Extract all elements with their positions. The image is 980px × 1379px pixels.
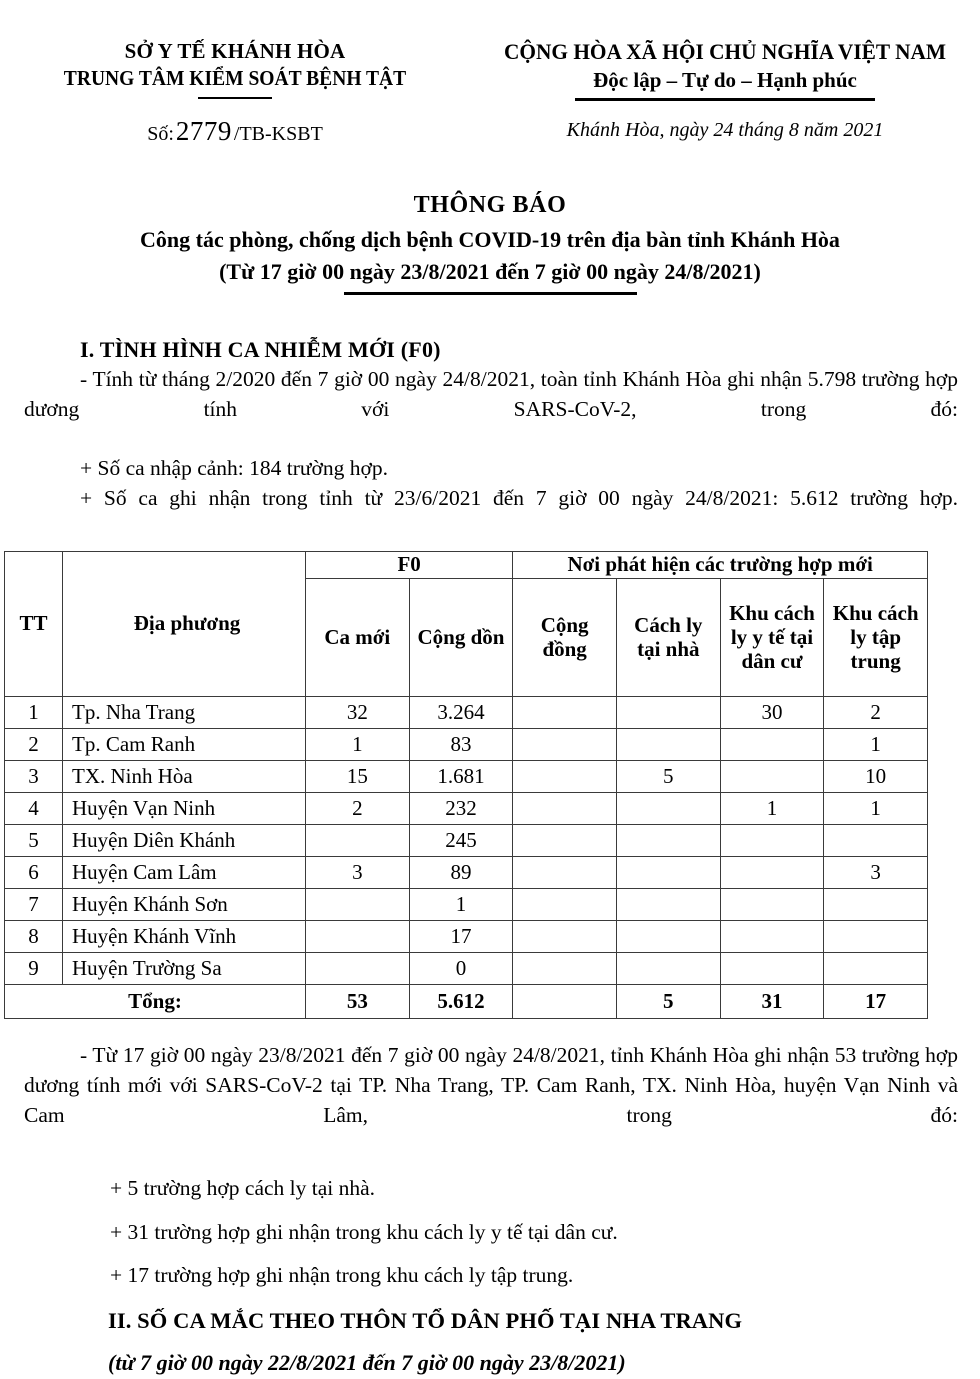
total-community — [513, 985, 617, 1019]
cell-tt: 8 — [5, 921, 63, 953]
issuing-authority-block — [0, 38, 470, 147]
section-1-paragraph-3: + Số ca ghi nhận trong tỉnh từ 23/6/2021 đến 7 giờ 00 ngày 24/8/2021: 5.612 trường hợp. — [80, 486, 958, 511]
cell-new-cases: 15 — [306, 761, 410, 793]
cell-community — [513, 825, 617, 857]
cell-concentrated — [824, 953, 928, 985]
header-group-detection-place: Nơi phát hiện các trường hợp mới — [513, 552, 928, 579]
section-1-heading: I. TÌNH HÌNH CA NHIỄM MỚI (F0) — [80, 336, 441, 362]
cell-tt: 3 — [5, 761, 63, 793]
summary-bullet-2: + 31 trường hợp ghi nhận trong khu cách ly y tế tại dân cư. — [110, 1219, 618, 1244]
cell-community — [513, 889, 617, 921]
cell-new-cases: 3 — [306, 857, 410, 889]
header-community: Cộng đồng — [513, 579, 617, 697]
header-residential-medical-quarantine: Khu cách ly y tế tại dân cư — [720, 579, 824, 697]
cell-community — [513, 729, 617, 761]
cell-concentrated — [824, 825, 928, 857]
cell-locality: Tp. Nha Trang — [63, 697, 306, 729]
cell-tt: 2 — [5, 729, 63, 761]
cell-home-quarantine — [616, 793, 720, 825]
cell-cumulative: 245 — [409, 825, 513, 857]
cell-locality: Tp. Cam Ranh — [63, 729, 306, 761]
table-body — [5, 697, 928, 1019]
section-1-summary — [0, 1041, 980, 1378]
cell-residential-medical — [720, 729, 824, 761]
cases-by-locality-table — [4, 551, 928, 1019]
cell-concentrated: 1 — [824, 729, 928, 761]
summary-paragraph: - Từ 17 giờ 00 ngày 23/8/2021 đến 7 giờ 00 ngày 24/8/2021, tỉnh Khánh Hòa ghi nhận 53 trường hợp dương tính mới với SARS-CoV-2 tại TP. Nha Trang, TP. Cam Ranh, TX. Ninh Hòa, huyện Vạn Ninh và Cam Lâm, trong đó: — [24, 1043, 958, 1127]
table-row — [5, 953, 928, 985]
cell-tt: 5 — [5, 825, 63, 857]
cell-community — [513, 857, 617, 889]
motto-underline — [575, 98, 875, 101]
title-time-range: (Từ 17 giờ 00 ngày 23/8/2021 đến 7 giờ 00 ngày 24/8/2021) — [219, 258, 761, 284]
table-total-row — [5, 985, 928, 1019]
cell-residential-medical — [720, 761, 824, 793]
section-1-paragraph-2: + Số ca nhập cảnh: 184 trường hợp. — [80, 456, 389, 481]
cell-community — [513, 761, 617, 793]
total-home-quarantine: 5 — [616, 985, 720, 1019]
cell-tt: 9 — [5, 953, 63, 985]
section-1-paragraph-1: - Tính từ tháng 2/2020 đến 7 giờ 00 ngày 24/8/2021, toàn tỉnh Khánh Hòa ghi nhận 5.798 trường hợp dương tính với SARS-CoV-2, trong đó: — [24, 367, 958, 422]
total-residential-medical: 31 — [720, 985, 824, 1019]
section-2-subheading: (từ 7 giờ 00 ngày 22/8/2021 đến 7 giờ 00 ngày 23/8/2021) — [108, 1349, 626, 1375]
total-new-cases: 53 — [306, 985, 410, 1019]
letterhead — [0, 0, 980, 147]
header-new-cases: Ca mới — [306, 579, 410, 697]
cell-home-quarantine — [616, 857, 720, 889]
cell-residential-medical — [720, 825, 824, 857]
cell-new-cases — [306, 889, 410, 921]
cell-cumulative: 0 — [409, 953, 513, 985]
cell-concentrated: 1 — [824, 793, 928, 825]
table-row — [5, 921, 928, 953]
cell-home-quarantine — [616, 825, 720, 857]
table-head — [5, 552, 928, 697]
cell-residential-medical: 1 — [720, 793, 824, 825]
cell-residential-medical: 30 — [720, 697, 824, 729]
total-label: Tổng: — [5, 985, 306, 1019]
document-title-block — [0, 189, 980, 294]
table-header-row-1 — [5, 552, 928, 579]
total-cumulative: 5.612 — [409, 985, 513, 1019]
center-name: TRUNG TÂM KIỂM SOÁT BỆNH TẬT — [63, 65, 407, 90]
cell-locality: Huyện Khánh Vĩnh — [63, 921, 306, 953]
cell-locality: TX. Ninh Hòa — [63, 761, 306, 793]
cell-concentrated — [824, 889, 928, 921]
authority-underline — [198, 97, 272, 100]
cell-cumulative: 89 — [409, 857, 513, 889]
table-row — [5, 697, 928, 729]
cell-home-quarantine — [616, 889, 720, 921]
document-number-value: 2779 — [175, 116, 232, 147]
title-subtitle: Công tác phòng, chống dịch bệnh COVID-19 trên địa bàn tỉnh Khánh Hòa — [140, 226, 840, 252]
cell-tt: 7 — [5, 889, 63, 921]
cell-home-quarantine — [616, 921, 720, 953]
cell-locality: Huyện Khánh Sơn — [63, 889, 306, 921]
cell-locality: Huyện Diên Khánh — [63, 825, 306, 857]
cell-concentrated: 3 — [824, 857, 928, 889]
header-locality: Địa phương — [63, 552, 306, 697]
place-and-date: Khánh Hòa, ngày 24 tháng 8 năm 2021 — [566, 119, 884, 142]
page-title: THÔNG BÁO — [413, 192, 567, 219]
cell-community — [513, 697, 617, 729]
department-name: SỞ Y TẾ KHÁNH HÒA — [124, 39, 346, 63]
cell-locality: Huyện Vạn Ninh — [63, 793, 306, 825]
table-row — [5, 729, 928, 761]
document-number-line — [0, 116, 470, 147]
cell-cumulative: 83 — [409, 729, 513, 761]
cell-concentrated — [824, 921, 928, 953]
header-concentrated-quarantine: Khu cách ly tập trung — [824, 579, 928, 697]
cell-community — [513, 921, 617, 953]
title-range-wrapper — [0, 256, 980, 295]
cell-new-cases: 32 — [306, 697, 410, 729]
cell-locality: Huyện Cam Lâm — [63, 857, 306, 889]
cell-new-cases: 2 — [306, 793, 410, 825]
summary-bullet-1: + 5 trường hợp cách ly tại nhà. — [110, 1175, 376, 1200]
cell-new-cases: 1 — [306, 729, 410, 761]
cell-cumulative: 17 — [409, 921, 513, 953]
cell-concentrated: 10 — [824, 761, 928, 793]
document-number-suffix: /TB-KSBT — [233, 123, 323, 146]
cell-community — [513, 793, 617, 825]
cell-new-cases — [306, 825, 410, 857]
cell-cumulative: 1.681 — [409, 761, 513, 793]
header-tt: TT — [5, 552, 63, 697]
cell-home-quarantine — [616, 953, 720, 985]
table-row — [5, 825, 928, 857]
cell-cumulative: 3.264 — [409, 697, 513, 729]
total-concentrated: 17 — [824, 985, 928, 1019]
cell-locality: Huyện Trường Sa — [63, 953, 306, 985]
cell-cumulative: 1 — [409, 889, 513, 921]
header-cumulative: Cộng dồn — [409, 579, 513, 697]
table-row — [5, 889, 928, 921]
cell-home-quarantine: 5 — [616, 761, 720, 793]
header-home-quarantine: Cách ly tại nhà — [616, 579, 720, 697]
document-number-label: Số: — [147, 123, 174, 146]
cell-home-quarantine — [616, 729, 720, 761]
cell-home-quarantine — [616, 697, 720, 729]
title-range-underline — [344, 292, 637, 295]
cell-residential-medical — [720, 857, 824, 889]
cell-residential-medical — [720, 889, 824, 921]
cell-tt: 4 — [5, 793, 63, 825]
cell-concentrated: 2 — [824, 697, 928, 729]
section-2-heading: II. SỐ CA MẮC THEO THÔN TỔ DÂN PHỐ TẠI NHA TRANG — [108, 1307, 743, 1333]
cell-tt: 6 — [5, 857, 63, 889]
cell-cumulative: 232 — [409, 793, 513, 825]
national-heading-block — [470, 38, 980, 142]
cell-residential-medical — [720, 953, 824, 985]
cell-residential-medical — [720, 921, 824, 953]
section-1 — [0, 335, 980, 544]
cell-tt: 1 — [5, 697, 63, 729]
table-row — [5, 761, 928, 793]
table-row — [5, 793, 928, 825]
national-motto: Độc lập – Tự do – Hạnh phúc — [593, 68, 857, 93]
cell-community — [513, 953, 617, 985]
cell-new-cases — [306, 953, 410, 985]
header-group-f0: F0 — [306, 552, 513, 579]
cell-new-cases — [306, 921, 410, 953]
country-name: CỘNG HÒA XÃ HỘI CHỦ NGHĨA VIỆT NAM — [503, 39, 947, 64]
table-row — [5, 857, 928, 889]
summary-bullet-3: + 17 trường hợp ghi nhận trong khu cách ly tập trung. — [110, 1263, 574, 1288]
cases-table-wrapper — [0, 551, 980, 1019]
